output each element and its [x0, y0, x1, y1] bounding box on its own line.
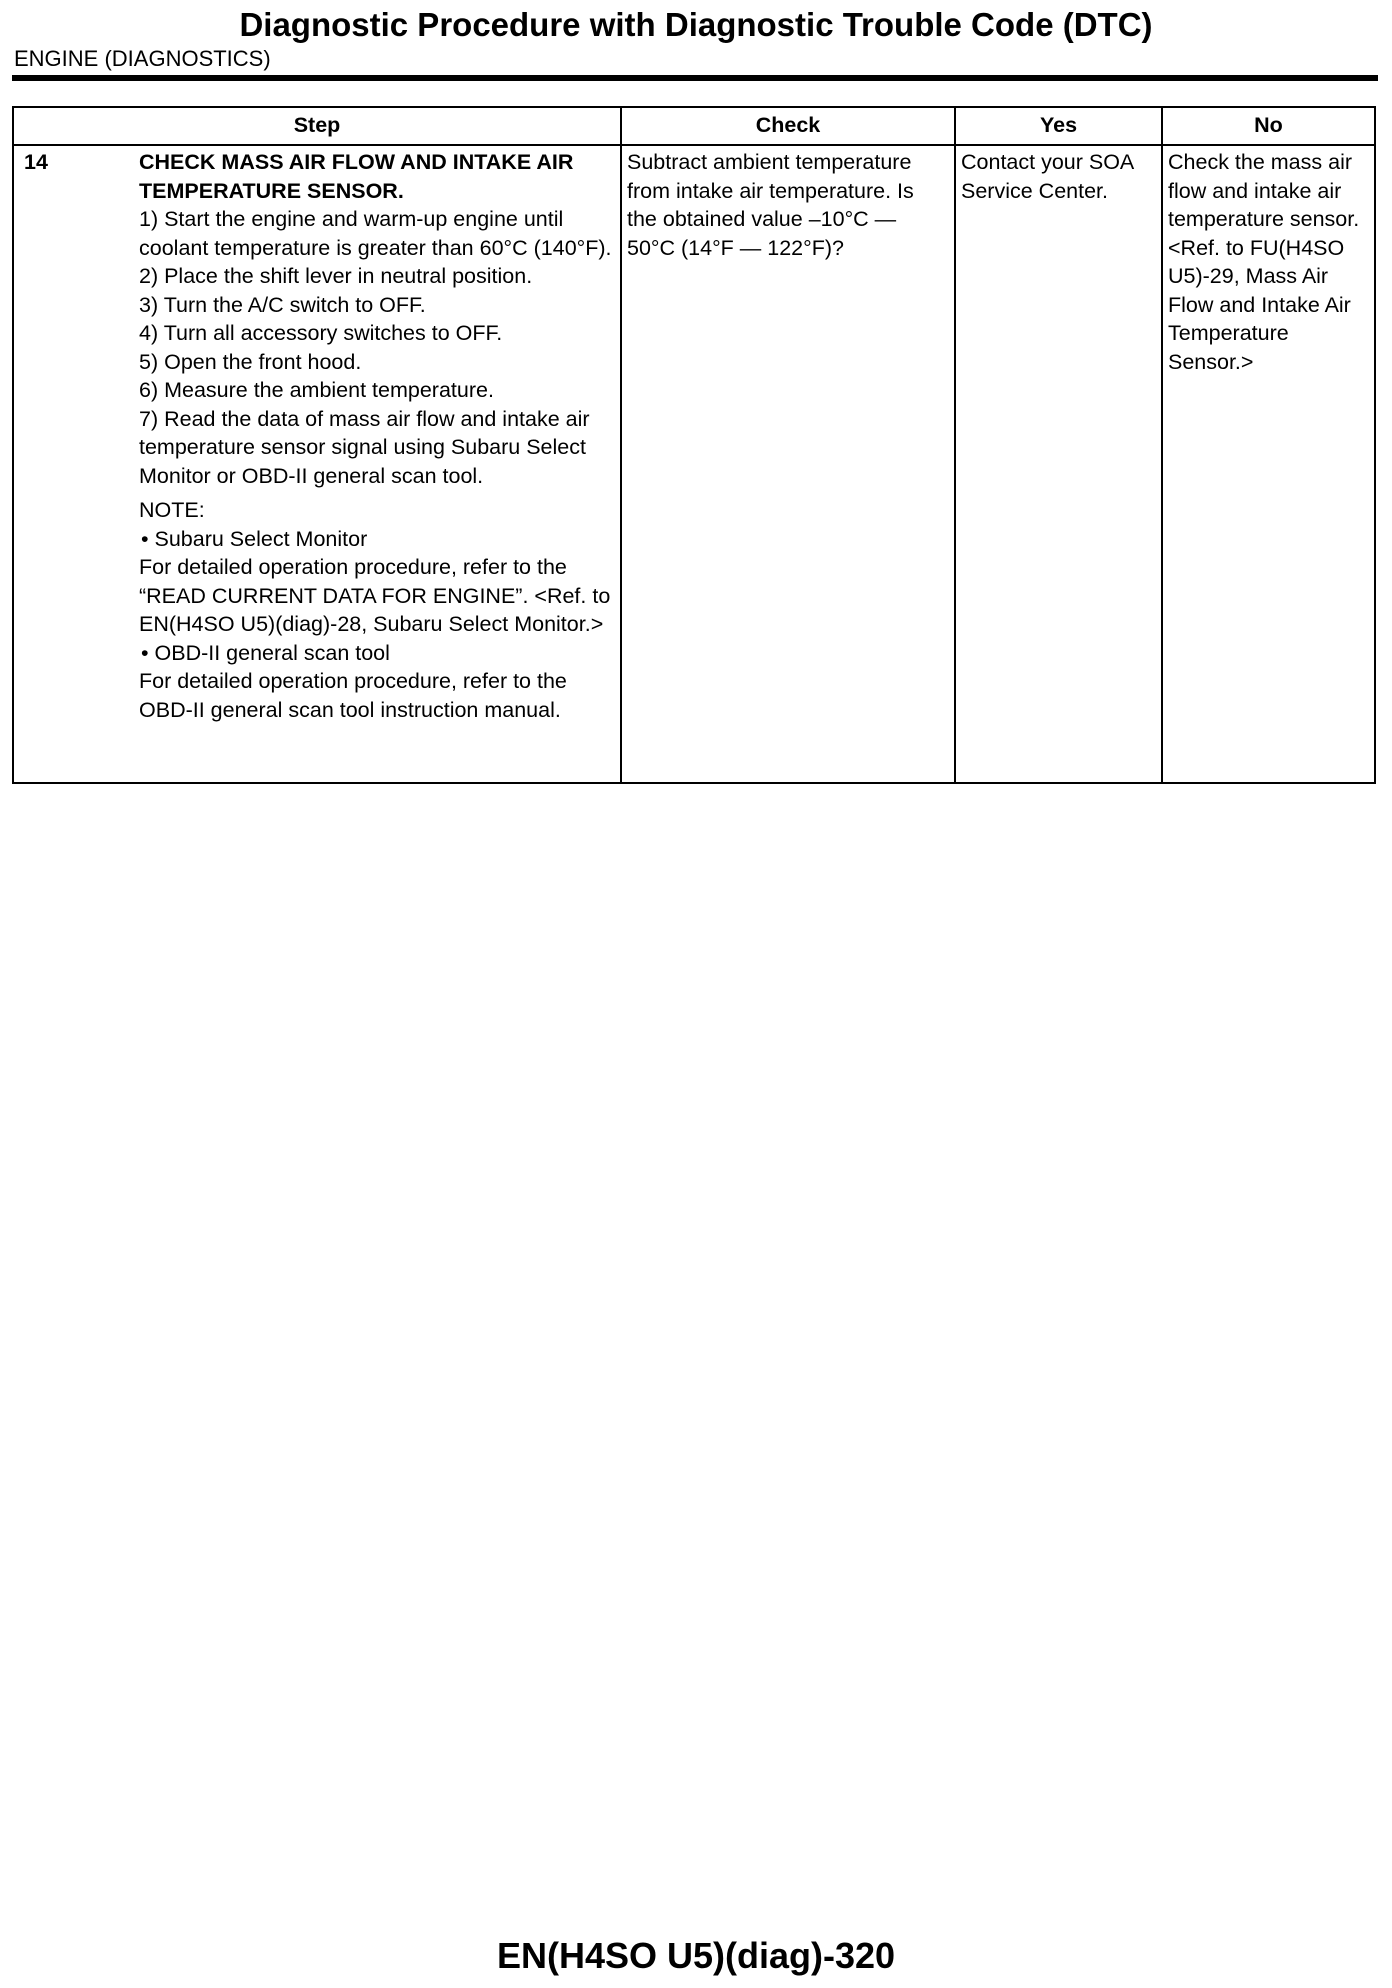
diagnostic-table [12, 106, 1376, 784]
note-bullet: • Subaru Select Monitor [141, 526, 368, 551]
step-title: CHECK MASS AIR FLOW AND INTAKE AIR TEMPERATURE SENSOR. [139, 150, 574, 203]
procedure-step: 5) Open the front hood. [139, 349, 362, 374]
procedure-step: 1) Start the engine and warm-up engine until coolant temperature is greater than 60°C (140°F). [139, 207, 612, 260]
note-text: For detailed operation procedure, refer to the OBD-II general scan tool instruction manual. [139, 669, 567, 722]
check-cell: Subtract ambient temperature from intake air temperature. Is the obtained value –10°C — 50°C (14°F — 122°F)? [621, 145, 955, 783]
step-number: 14 [24, 150, 48, 174]
procedure-step: 3) Turn the A/C switch to OFF. [139, 292, 426, 317]
step-body [139, 148, 615, 724]
no-cell: Check the mass air flow and intake air temperature sensor. <Ref. to FU(H4SO U5)-29, Mass Air Flow and Intake Air Temperature Sensor.> [1162, 145, 1375, 783]
column-header-step: Step [13, 107, 621, 145]
table-row [13, 145, 1375, 783]
procedure-step: 2) Place the shift lever in neutral position. [139, 264, 533, 288]
note-label: NOTE: [139, 498, 205, 522]
column-header-no: No [1162, 107, 1375, 145]
note-bullet: • OBD-II general scan tool [141, 640, 390, 665]
column-header-yes: Yes [955, 107, 1162, 145]
column-header-check: Check [621, 107, 955, 145]
note-text: For detailed operation procedure, refer to the “READ CURRENT DATA FOR ENGINE”. <Ref. to EN(H4SO U5)(diag)-28, Subaru Select Monitor.> [139, 555, 611, 636]
page-number: EN(H4SO U5)(diag)-320 [496, 1935, 896, 1976]
page-title: Diagnostic Procedure with Diagnostic Trouble Code (DTC) [239, 6, 1153, 43]
yes-cell: Contact your SOA Service Center. [955, 145, 1162, 783]
section-label: ENGINE (DIAGNOSTICS) [14, 46, 271, 71]
step-cell [13, 145, 621, 783]
procedure-step: 4) Turn all accessory switches to OFF. [139, 321, 503, 345]
table-header-row [13, 107, 1375, 145]
procedure-step: 6) Measure the ambient temperature. [139, 378, 494, 402]
procedure-step: 7) Read the data of mass air flow and intake air temperature sensor signal using Subaru Select Monitor or OBD-II general scan tool. [139, 406, 590, 488]
header-rule [12, 75, 1378, 81]
